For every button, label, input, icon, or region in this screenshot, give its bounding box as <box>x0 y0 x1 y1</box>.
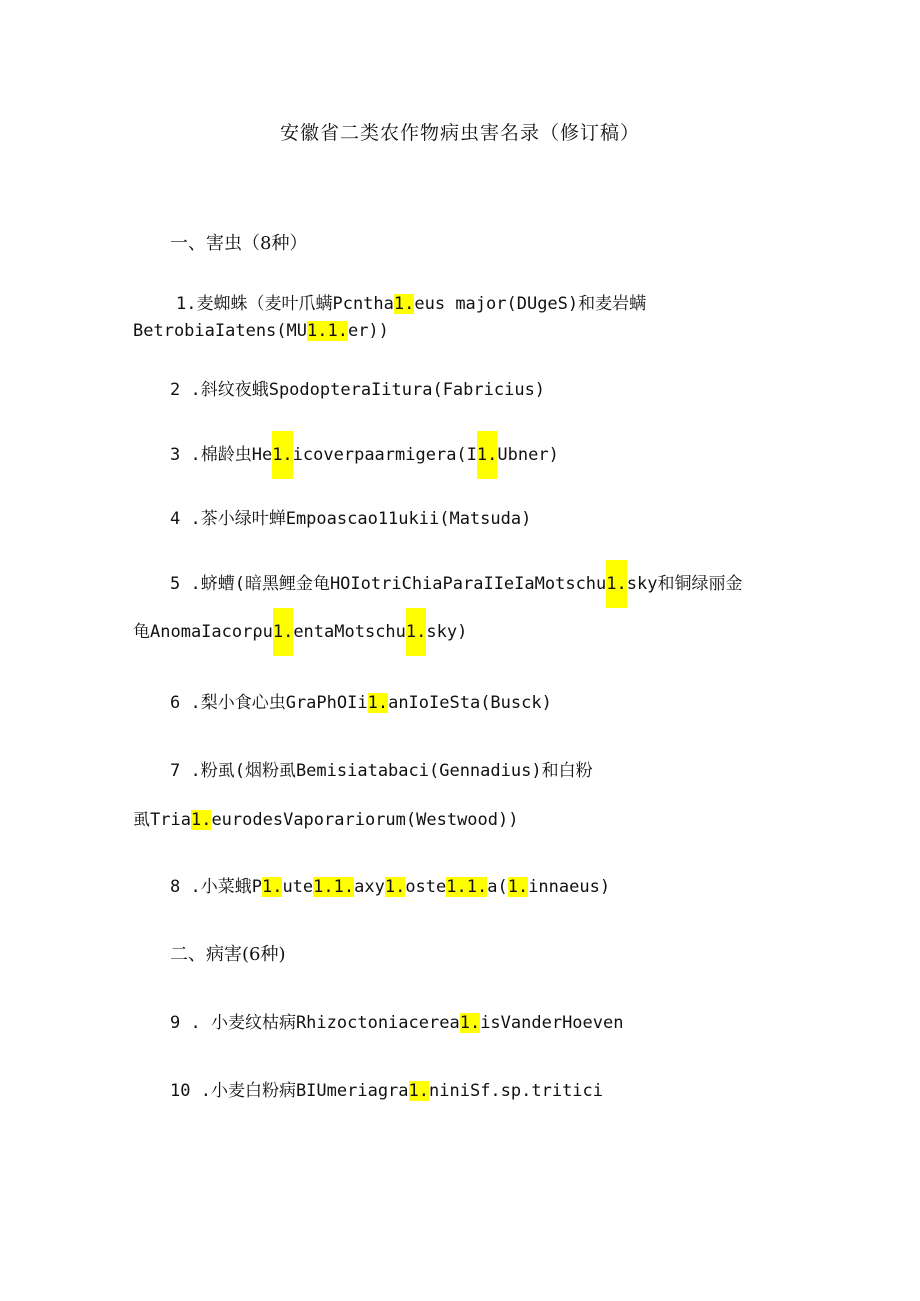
highlight-mark: 1. <box>367 693 389 713</box>
list-item-3 <box>170 443 559 467</box>
list-item-10 <box>170 1079 603 1103</box>
highlight-mark: 1. <box>393 294 415 314</box>
text-segment: 3 .棉龄虫He <box>170 445 273 465</box>
page-title: 安徽省二类农作物病虫害名录（修订稿） <box>279 122 640 144</box>
list-item-4: 4 .茶小绿叶蝉Empoascao11ukii(Matsuda) <box>170 509 532 529</box>
highlight-mark: 1.1. <box>313 877 355 897</box>
list-item-5-line-1 <box>170 572 742 596</box>
highlight-mark: 1. <box>408 1081 430 1101</box>
text-segment: innaeus) <box>528 877 611 897</box>
highlight-mark: 1. <box>406 608 426 656</box>
section-heading-pests: 一、害虫（8种） <box>170 233 308 254</box>
text-segment: 1.麦蜘蛛（麦叶爪螨Pcntha <box>176 294 394 314</box>
text-segment: sky和铜绿丽金 <box>626 574 743 594</box>
text-segment: isVanderHoeven <box>480 1013 624 1033</box>
list-item-7-line-2 <box>133 808 518 832</box>
text-segment: oste <box>405 877 447 897</box>
text-segment: anIoIeSta(Busck) <box>388 693 552 713</box>
highlight-mark: 1. <box>272 431 292 479</box>
text-segment: 龟AnomaIacorρu <box>133 622 273 642</box>
highlight-mark: 1.1. <box>307 321 348 341</box>
text-segment: niniSf.sp.tritici <box>429 1081 604 1101</box>
list-item-8 <box>170 875 610 899</box>
text-segment: eurodesVaporariorum(Westwood)) <box>211 810 519 830</box>
text-segment: axy <box>354 877 385 897</box>
text-segment: 虱Tria <box>133 810 191 830</box>
highlight-mark: 1. <box>384 877 406 897</box>
list-item-1-line-1 <box>176 292 646 316</box>
text-segment: sky) <box>426 622 468 642</box>
text-segment: BetrobiaIatens(MU <box>133 321 307 341</box>
text-segment: entaMotschu <box>293 622 406 642</box>
highlight-mark: 1. <box>190 810 212 830</box>
highlight-mark: 1. <box>459 1013 481 1033</box>
highlight-mark: 1. <box>606 560 626 608</box>
list-item-9 <box>170 1011 623 1035</box>
list-item-7-line-1: 7 .粉虱(烟粉虱Bemisiatabaci(Gennadius)和白粉 <box>170 761 593 781</box>
highlight-mark: 1. <box>477 431 497 479</box>
text-segment: 10 .小麦白粉病BIUmeriagra <box>170 1081 409 1101</box>
highlight-mark: 1. <box>507 877 529 897</box>
text-segment: 9 . 小麦纹枯病Rhizoctoniacerea <box>170 1013 460 1033</box>
text-segment: 5 .蛴螬(暗黑鲤金龟HOIotriChiaParaIIeIaMotschu <box>170 574 607 594</box>
highlight-mark: 1. <box>273 608 293 656</box>
text-segment: 8 .小菜蛾P <box>170 877 262 897</box>
text-segment: 6 .梨小食心虫GraPhOIi <box>170 693 368 713</box>
highlight-mark: 1.1. <box>446 877 488 897</box>
list-item-5-line-2 <box>133 620 467 644</box>
list-item-1-line-2 <box>133 319 389 343</box>
section-heading-diseases: 二、病害(6种) <box>170 944 286 965</box>
text-segment: icoverpaarmigera(I <box>292 445 477 465</box>
list-item-2: 2 .斜纹夜蛾SpodopteraIitura(Fabricius) <box>170 380 546 400</box>
text-segment: a( <box>487 877 508 897</box>
text-segment: ute <box>282 877 314 897</box>
text-segment: er)) <box>347 321 389 341</box>
list-item-6 <box>170 691 552 715</box>
highlight-mark: 1. <box>261 877 283 897</box>
text-segment: eus major(DUgeS)和麦岩螨 <box>414 294 647 314</box>
text-segment: Ubner) <box>497 445 559 465</box>
